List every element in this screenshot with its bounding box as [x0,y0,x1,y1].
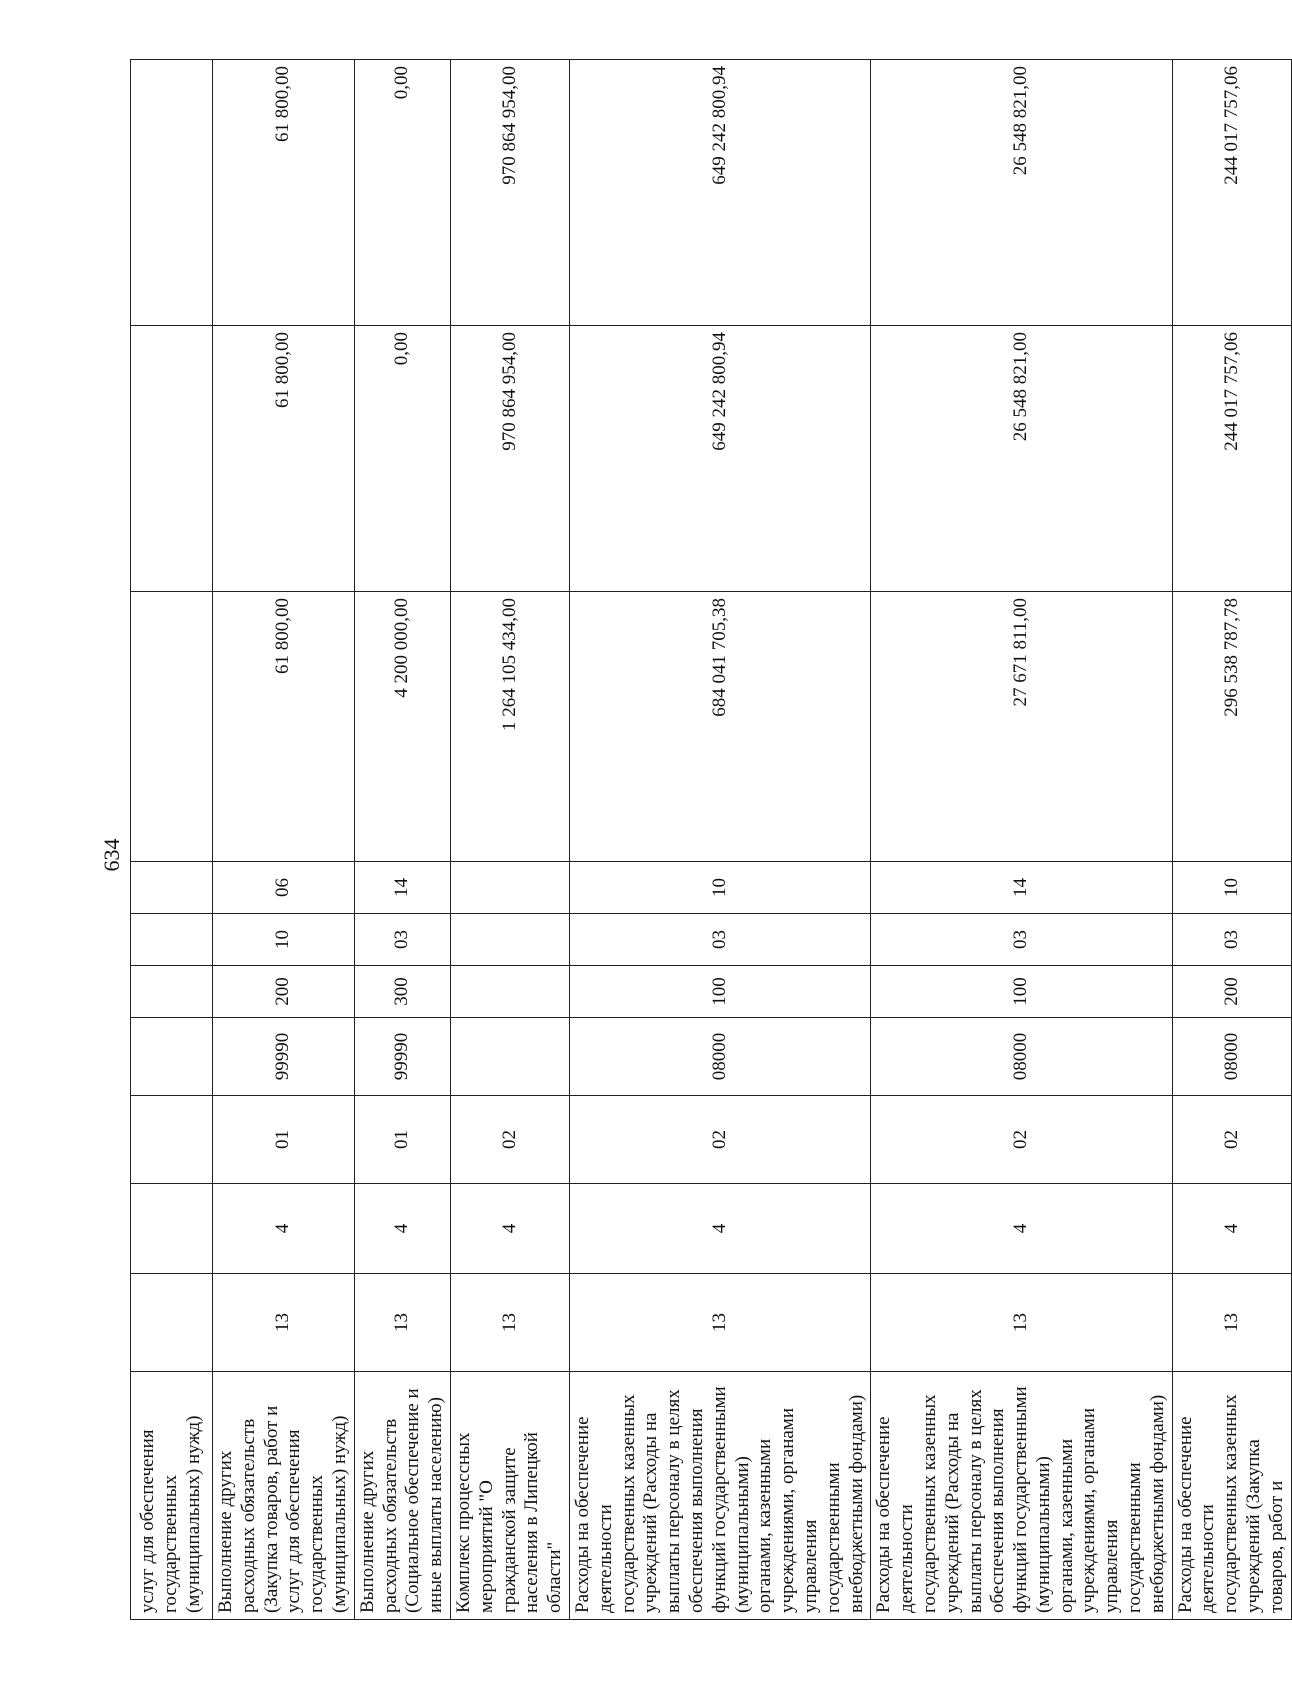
table-row [213,60,355,1620]
code-cell: 13 [1172,1274,1291,1372]
amount-cell: 296 538 787,78 [1172,592,1291,862]
amount-cell: 0,00 [354,60,450,326]
code-cell: 03 [354,914,450,966]
code-cell [450,862,569,914]
amount-cell: 970 864 954,00 [450,60,569,326]
table-row [871,60,1172,1620]
amount-cell: 244 017 757,06 [1172,60,1291,326]
code-cell: 200 [1172,966,1291,1018]
amount-cell [131,592,213,862]
code-cell [450,914,569,966]
code-cell: 13 [213,1274,355,1372]
code-cell [131,1274,213,1372]
amount-cell: 970 864 954,00 [450,326,569,592]
code-cell: 03 [569,914,870,966]
code-cell: 13 [354,1274,450,1372]
amount-cell: 1 264 105 434,00 [450,592,569,862]
amount-cell: 26 548 821,00 [871,60,1172,326]
row-description: Выполнение других расходных обязательств (Социальное обеспечение и иные выплаты населению) [354,1372,450,1620]
table-row [450,60,569,1620]
code-cell [131,1184,213,1274]
code-cell [131,862,213,914]
code-cell [131,966,213,1018]
code-cell: 08000 [1172,1018,1291,1096]
code-cell: 01 [213,1096,355,1184]
amount-cell: 27 671 811,00 [871,592,1172,862]
code-cell: 99990 [213,1018,355,1096]
code-cell [131,914,213,966]
code-cell [450,1018,569,1096]
amount-cell: 244 017 757,06 [1172,326,1291,592]
amount-cell: 649 242 800,94 [569,60,870,326]
code-cell: 03 [1172,914,1291,966]
code-cell: 10 [1172,862,1291,914]
code-cell: 08000 [871,1018,1172,1096]
amount-cell: 0,00 [354,326,450,592]
budget-table-container [130,60,1287,1620]
page-number: 634 [99,838,124,872]
row-description: Расходы на обеспечение деятельности государственных казенных учреждений (Расходы на выплаты персоналу в целях обеспечения выполнения функций государственными (муниципальными) органами, казенными учреждениями, органами управления государственными внебюджетными фондами) [569,1372,870,1620]
row-description: Расходы на обеспечение деятельности государственных казенных учреждений (Закупка товаров, работ и [1172,1372,1291,1620]
code-cell: 200 [213,966,355,1018]
code-cell: 14 [871,862,1172,914]
amount-cell: 61 800,00 [213,60,355,326]
code-cell: 100 [569,966,870,1018]
row-description: Комплекс процессных мероприятий "О гражданской защите населения в Липецкой области" [450,1372,569,1620]
code-cell: 10 [213,914,355,966]
code-cell: 06 [213,862,355,914]
code-cell: 100 [871,966,1172,1018]
code-cell: 4 [354,1184,450,1274]
code-cell: 14 [354,862,450,914]
amount-cell [131,60,213,326]
amount-cell: 684 041 705,38 [569,592,870,862]
code-cell: 02 [569,1096,870,1184]
code-cell: 4 [871,1184,1172,1274]
code-cell: 13 [871,1274,1172,1372]
code-cell: 300 [354,966,450,1018]
budget-table [130,59,1292,1620]
code-cell: 01 [354,1096,450,1184]
amount-cell: 61 800,00 [213,326,355,592]
code-cell: 08000 [569,1018,870,1096]
amount-cell: 26 548 821,00 [871,326,1172,592]
table-body [131,60,1292,1620]
code-cell: 02 [450,1096,569,1184]
row-description: Выполнение других расходных обязательств (Закупка товаров, работ и услуг для обеспечения государственных (муниципальных) нужд) [213,1372,355,1620]
code-cell: 13 [450,1274,569,1372]
amount-cell: 61 800,00 [213,592,355,862]
row-description: Расходы на обеспечение деятельности государственных казенных учреждений (Расходы на выплаты персоналу в целях обеспечения выполнения функций государственными (муниципальными) органами, казенными учреждениями, органами управления государственными внебюджетными фондами) [871,1372,1172,1620]
table-row [569,60,870,1620]
code-cell: 13 [569,1274,870,1372]
code-cell: 02 [871,1096,1172,1184]
code-cell: 02 [1172,1096,1291,1184]
code-cell: 99990 [354,1018,450,1096]
code-cell [131,1018,213,1096]
code-cell: 10 [569,862,870,914]
table-row [354,60,450,1620]
row-description: услуг для обеспечения государственных (муниципальных) нужд) [131,1372,213,1620]
amount-cell [131,326,213,592]
amount-cell: 4 200 000,00 [354,592,450,862]
table-row [131,60,213,1620]
code-cell [450,966,569,1018]
code-cell: 4 [569,1184,870,1274]
code-cell: 4 [450,1184,569,1274]
code-cell [131,1096,213,1184]
code-cell: 03 [871,914,1172,966]
code-cell: 4 [213,1184,355,1274]
amount-cell: 649 242 800,94 [569,326,870,592]
table-row [1172,60,1291,1620]
code-cell: 4 [1172,1184,1291,1274]
